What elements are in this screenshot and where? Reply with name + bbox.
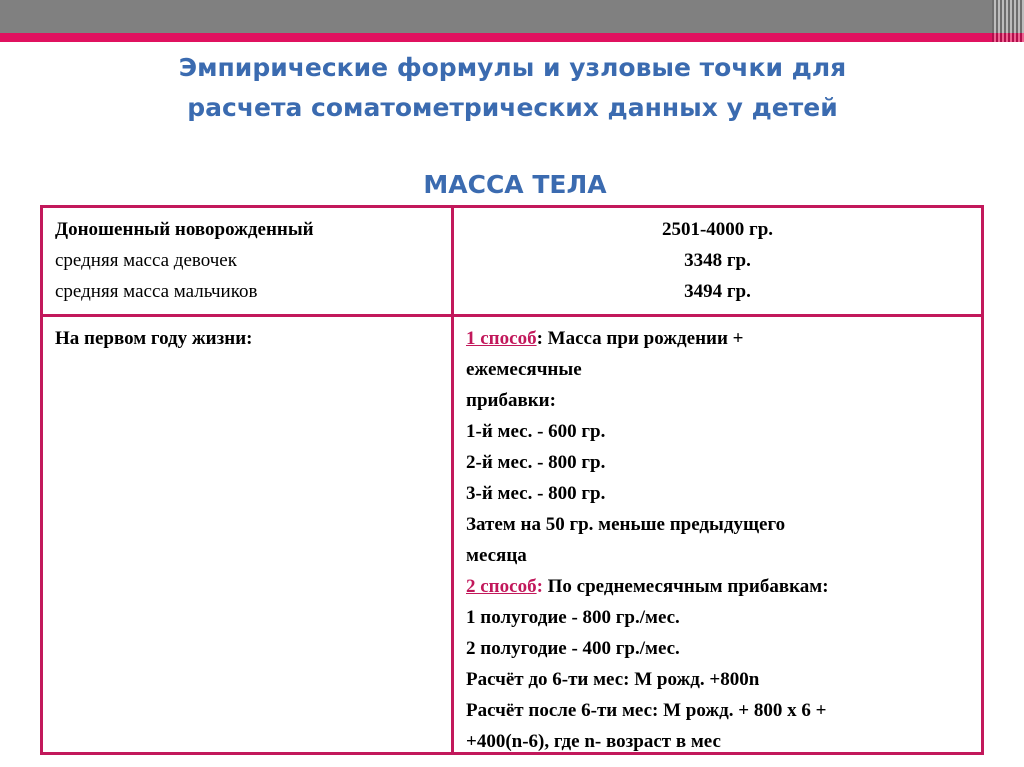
decorative-stripes-pink	[992, 33, 1024, 42]
formula-under-6-months: Расчёт до 6-ти мес: М рожд. +800n	[466, 669, 760, 690]
girls-average-mass: 3348 гр.	[684, 250, 751, 271]
method-1-detail: прибавки:	[466, 390, 556, 411]
method-1-text: : Масса при рождении +	[536, 328, 744, 349]
method-2-label: 2 способ	[466, 576, 537, 597]
method-1-detail: ежемесячные	[466, 359, 582, 380]
table-cell-first-year-methods	[454, 317, 981, 752]
girls-average-label: средняя масса девочек	[55, 250, 237, 271]
newborn-label: Доношенный новорожденный	[55, 219, 314, 240]
month-1-gain: 1-й мес. - 600 гр.	[466, 421, 606, 442]
boys-average-label: средняя масса мальчиков	[55, 281, 258, 302]
boys-average-mass: 3494 гр.	[684, 281, 751, 302]
method-1-line	[466, 323, 969, 354]
method-2-colon: :	[536, 576, 543, 597]
slide-title-line-1: Эмпирические формулы и узловые точки для	[178, 53, 847, 82]
table-cell-first-year-label	[43, 317, 451, 752]
table-cell-newborn-values	[454, 208, 981, 314]
subsequent-gain-rule-cont: месяца	[466, 545, 527, 566]
method-1-label: 1 способ	[466, 328, 537, 349]
formula-over-6-months-cont: +400(n-6), где n- возраст в мес	[466, 731, 721, 752]
top-gray-bar	[0, 0, 1024, 33]
month-2-gain: 2-й мес. - 800 гр.	[466, 452, 606, 473]
section-title: МАССА ТЕЛА	[423, 170, 607, 199]
method-2-line	[466, 571, 969, 602]
month-3-gain: 3-й мес. - 800 гр.	[466, 483, 606, 504]
newborn-mass-range: 2501-4000 гр.	[661, 219, 774, 240]
first-year-label: На первом году жизни:	[55, 328, 253, 349]
half-year-2-gain: 2 полугодие - 400 гр./мес.	[466, 638, 680, 659]
top-pink-bar	[0, 33, 1024, 42]
formula-over-6-months: Расчёт после 6-ти мес: М рожд. + 800 х 6 +	[466, 700, 827, 721]
table-cell-newborn-labels	[43, 208, 451, 314]
half-year-1-gain: 1 полугодие - 800 гр./мес.	[466, 607, 680, 628]
method-2-text: По среднемесячным прибавкам:	[542, 576, 829, 597]
body-mass-table	[40, 205, 984, 755]
slide-title	[80, 48, 945, 128]
slide-title-line-2: расчета соматометрических данных у детей	[187, 93, 838, 122]
subsequent-gain-rule: Затем на 50 гр. меньше предыдущего	[466, 514, 786, 535]
